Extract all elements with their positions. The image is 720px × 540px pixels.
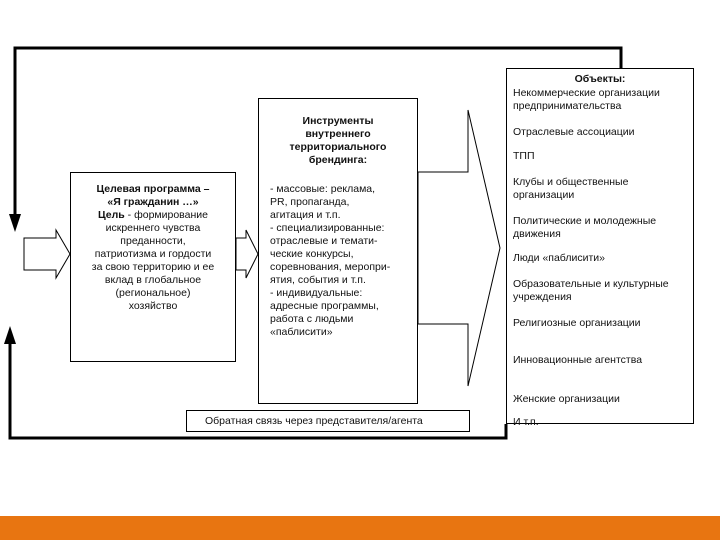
instruments-line: адресные программы, [270, 300, 379, 312]
feedback-box [186, 410, 470, 432]
object-item: Образовательные и культурные учреждения [513, 278, 669, 303]
object-item: ТПП [513, 150, 535, 162]
goal-line: преданности, [120, 235, 186, 247]
instruments-line: агитация и т.п. [270, 209, 341, 221]
object-item: Клубы и общественные организации [513, 176, 629, 201]
objects-title: Объекты: [574, 73, 626, 85]
instruments-body [270, 183, 413, 339]
object-item: И т.п. [513, 416, 539, 428]
instruments-line: отраслевые и темати- [270, 235, 378, 247]
accent-bar [0, 516, 720, 540]
instruments-line: «паблисити» [270, 326, 333, 338]
object-item: Некоммерческие организации предпринимательства [513, 87, 660, 112]
instruments-line: - массовые: реклама, [270, 183, 376, 195]
bottom-loop-arrowhead [4, 326, 16, 344]
program-line-2: «Я гражданин …» [107, 196, 199, 208]
goal-line: хозяйство [128, 300, 178, 312]
top-loop-arrowhead [9, 214, 21, 232]
instruments-line: PR, пропаганда, [270, 196, 350, 208]
instruments-line: соревнования, меропри- [270, 261, 391, 273]
instruments-line: ческие конкурсы, [270, 248, 354, 260]
input-arrow [24, 230, 70, 278]
object-item: Религиозные организации [513, 317, 641, 329]
instruments-to-objects-arrow [418, 110, 500, 386]
object-item: Женские организации [513, 393, 620, 405]
goal-line-1: - формирование [124, 209, 208, 221]
goal-line: (региональное) [115, 287, 191, 299]
object-item: Инновационные агентства [513, 354, 643, 366]
object-item: Люди «паблисити» [513, 252, 605, 264]
objects-box [506, 68, 694, 428]
program-goal [71, 209, 235, 222]
feedback-label: Обратная связь через представителя/агента [205, 415, 423, 427]
instruments-title-line: территориального [289, 141, 387, 153]
instruments-line: работа с людьми [270, 313, 354, 325]
program-to-instruments-arrow [236, 230, 258, 278]
goal-line: патриотизма и гордости [94, 248, 212, 260]
instruments-line: - специализированные: [270, 222, 385, 234]
instruments-line: ятия, события и т.п. [270, 274, 366, 286]
goal-line: вклад в глобальное [104, 274, 202, 286]
instruments-title-line: внутреннего [305, 128, 371, 140]
instruments-title-line: брендинга: [308, 154, 368, 166]
target-program-box [70, 172, 236, 362]
program-line-1: Целевая программа – [96, 183, 210, 195]
object-item: Политические и молодежные движения [513, 215, 657, 240]
instruments-box [258, 98, 418, 404]
instruments-line: - индивидуальные: [270, 287, 363, 299]
goal-line: за свою территорию и ее [91, 261, 215, 273]
instruments-title-line: Инструменты [302, 115, 374, 127]
goal-label: Цель [98, 209, 125, 221]
object-item: Отраслевые ассоциации [513, 126, 635, 138]
instruments-title [259, 115, 417, 167]
goal-line: искреннего чувства [105, 222, 201, 234]
